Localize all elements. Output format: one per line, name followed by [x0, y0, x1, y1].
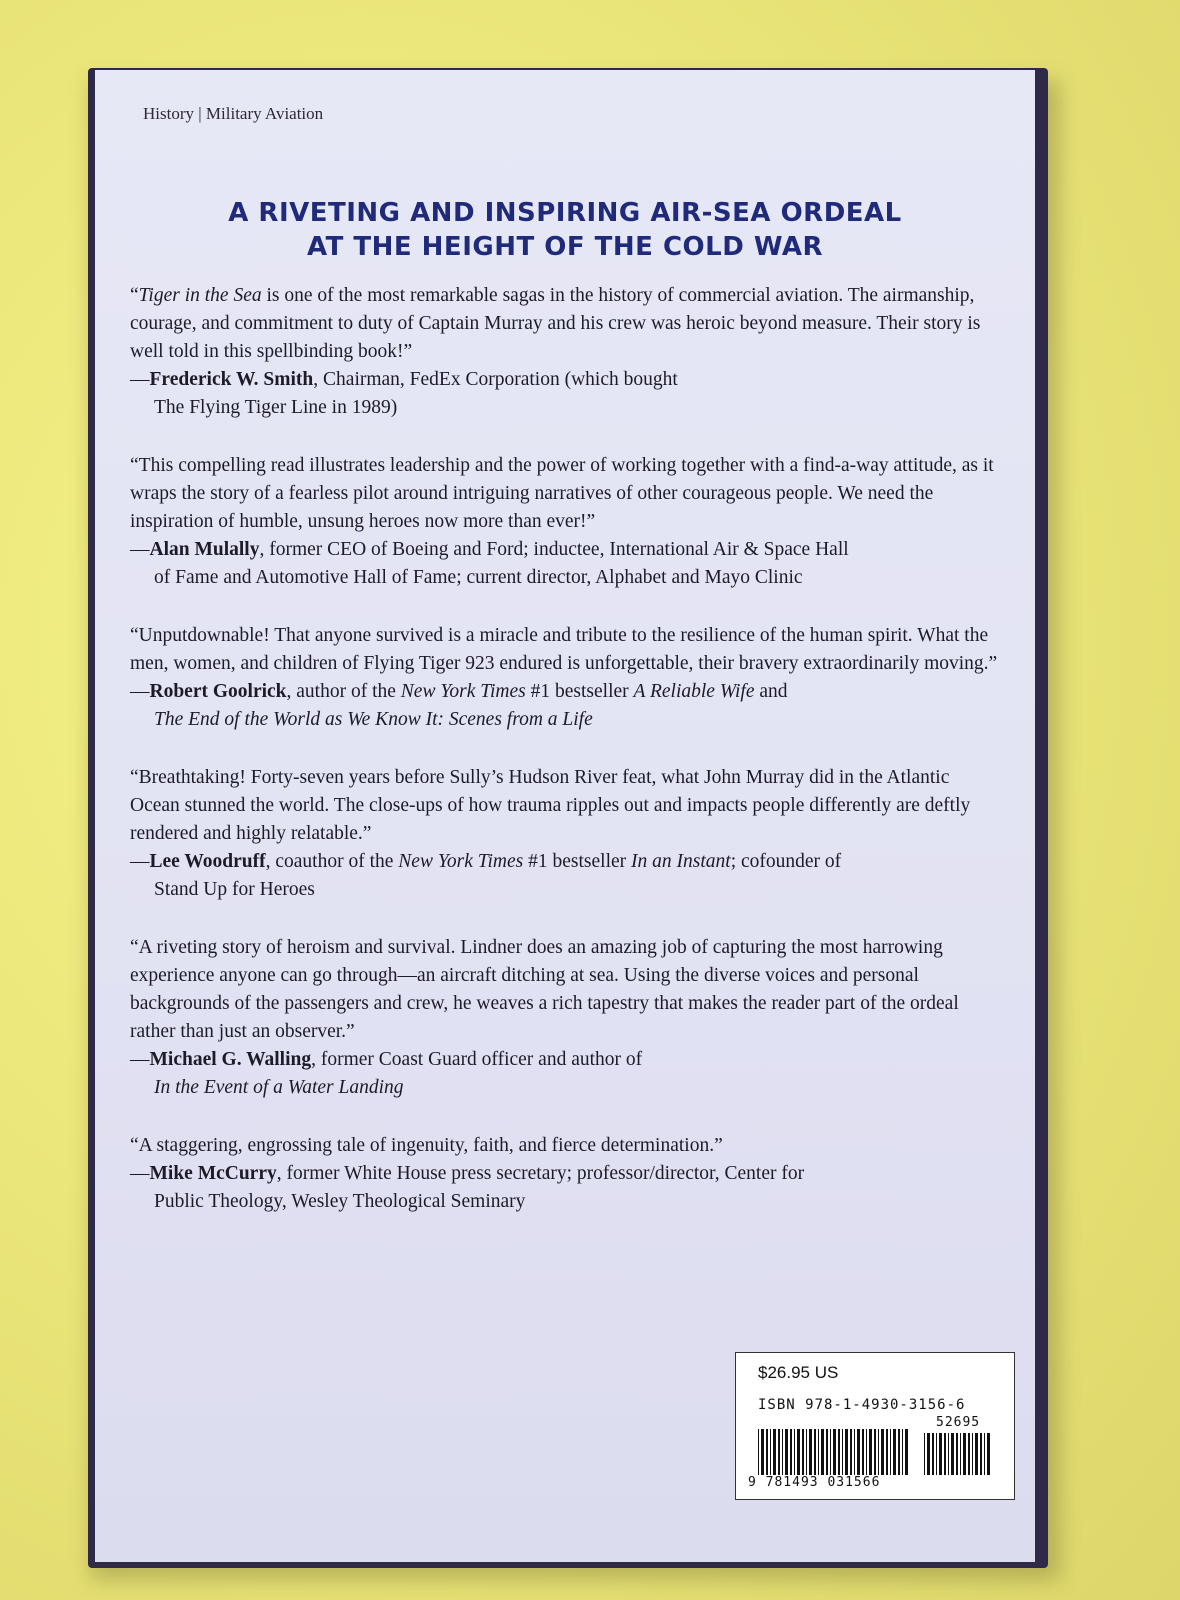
blurb-smith [130, 282, 1000, 422]
headline-line-1: A RIVETING AND INSPIRING AIR-SEA ORDEAL [228, 198, 902, 228]
blurb-text: “A staggering, engrossing tale of ingenuity, faith, and fierce determination.” [130, 1135, 723, 1156]
headline-line-2: AT THE HEIGHT OF THE COLD WAR [306, 232, 824, 262]
blurb-attribution: —Lee Woodruff, coauthor of the New York Times #1 bestseller In an Instant; cofounder of [130, 851, 842, 872]
blurb-attribution-cont: The End of the World as We Know It: Scenes from a Life [154, 709, 593, 730]
headline [95, 196, 1035, 264]
blurb-attribution-cont: Public Theology, Wesley Theological Seminary [154, 1191, 526, 1212]
blurb-attribution: —Robert Goolrick, author of the New York Times #1 bestseller A Reliable Wife and [130, 681, 788, 702]
blurb-mulally [130, 452, 1000, 592]
blurb-attribution: —Mike McCurry, former White House press secretary; professor/director, Center for [130, 1163, 805, 1184]
blurb-text: “A riveting story of heroism and survival. Lindner does an amazing job of capturing the most harrowing experience anyone can go through—an aircraft ditching at sea. Using the diverse voices and personal backgrounds of the passengers and crew, he weaves a rich tapestry that makes the reader part of the ordeal rather than just an observer.” [130, 937, 959, 1042]
blurb-mccurry [130, 1132, 1000, 1216]
blurb-attribution-cont: of Fame and Automotive Hall of Fame; current director, Alphabet and Mayo Clinic [154, 567, 803, 588]
blurb-text: “Unputdownable! That anyone survived is a miracle and tribute to the resilience of the human spirit. What the men, women, and children of Flying Tiger 923 endured is unforgettable, their bravery extraordinarily moving.” [130, 625, 998, 674]
barcode-addon-icon [924, 1433, 994, 1475]
blurb-goolrick [130, 622, 1000, 734]
blurb-text: “This compelling read illustrates leadership and the power of working together with a find-a-way attitude, as it wraps the story of a fearless pilot around intriguing narratives of other courageous people. We need the inspiration of humble, unsung heroes now more than ever!” [130, 455, 994, 532]
isbn: ISBN 978-1-4930-3156-6 [758, 1397, 966, 1413]
blurb-attribution-cont: Stand Up for Heroes [154, 879, 315, 900]
barcode-digits: 9 781493 031566 [748, 1475, 881, 1490]
category-label: History | Military Aviation [143, 104, 324, 123]
blurb-attribution-cont: In the Event of a Water Landing [154, 1077, 404, 1098]
blurb-attribution: —Michael G. Walling, former Coast Guard officer and author of [130, 1049, 643, 1070]
barcode-addon-number: 52695 [936, 1415, 981, 1430]
book-back-cover [95, 70, 1035, 1562]
price-barcode-label [735, 1352, 1015, 1500]
blurb-text: “Breathtaking! Forty-seven years before Sully’s Hudson River feat, what John Murray did in the Atlantic Ocean stunned the world. The close-ups of how trauma ripples out and impacts people differently are deftly rendered and highly relatable.” [130, 767, 971, 844]
blurbs [130, 282, 1000, 1246]
blurb-attribution: —Alan Mulally, former CEO of Boeing and Ford; inductee, International Air & Space Hall [130, 539, 849, 560]
blurb-attribution: —Frederick W. Smith, Chairman, FedEx Corporation (which bought [130, 369, 678, 390]
blurb-text: “Tiger in the Sea is one of the most remarkable sagas in the history of commercial aviation. The airmanship, courage, and commitment to duty of Captain Murray and his crew was heroic beyond measure. Their story is well told in this spellbinding book!” [130, 285, 981, 362]
price: $26.95 US [758, 1363, 839, 1382]
barcode-icon [758, 1429, 908, 1475]
blurb-walling [130, 934, 1000, 1102]
blurb-woodruff [130, 764, 1000, 904]
blurb-attribution-cont: The Flying Tiger Line in 1989) [154, 397, 398, 418]
